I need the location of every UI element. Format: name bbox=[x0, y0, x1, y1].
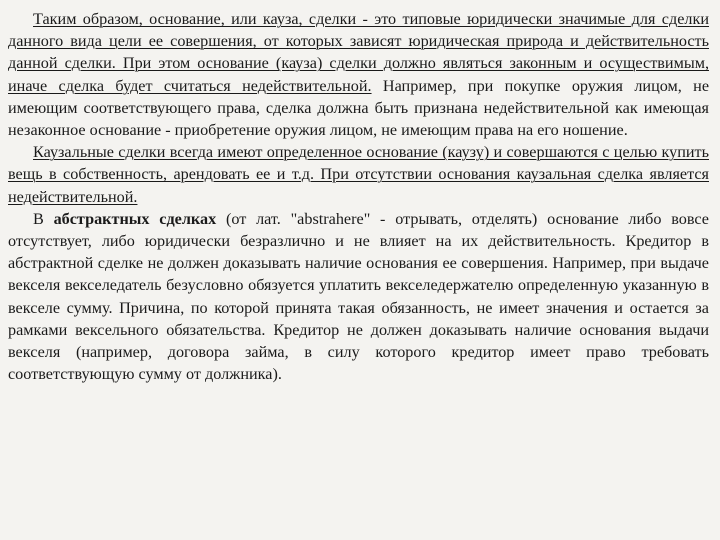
paragraph-abstract-deals bbox=[8, 208, 709, 386]
cause-definition-underlined: Таким образом, основание, или кауза, сделки - это типовые юридически значимые для сделки данного вида цели ее совершения, от которых зависят юридическая природа и действительность данной сделки. При этом основание (кауза) сделки должно являться законным и осуществимым, иначе сделка будет считаться недействительной. bbox=[8, 10, 709, 95]
paragraph-cause-definition bbox=[8, 8, 709, 141]
abstract-deals-lead: В bbox=[33, 209, 54, 228]
document-text bbox=[8, 8, 709, 385]
abstract-deals-term: абстрактных сделках bbox=[53, 209, 217, 228]
causal-deals-underlined: Каузальные сделки всегда имеют определенное основание (каузу) и совершаются с целью купить вещь в собственность, арендовать ее и т.д. При отсутствии основания каузальная сделка является недействительной. bbox=[8, 143, 709, 206]
paragraph-causal-deals bbox=[8, 141, 709, 208]
cause-definition-example: Например, при покупке оружия лицом, не имеющим соответствующего права, сделка должна быть признана недействительной как имеющая незаконное основание - приобретение оружия лицом, не имеющим права на его ношение. bbox=[8, 76, 710, 140]
abstract-deals-body: (от лат. "abstrahere" - отрывать, отделять) основание либо вовсе отсутствует, либо юридически безразлично и не влияет на их действительность. Кредитор в абстрактной сделке не должен доказывать наличие основания ее совершения. Например, при выдаче векселя векселедатель безусловно обязуется уплатить векселедержателю определенную указанную в векселе сумму. Причина, по которой принята такая обязанность, не имеет значения и остается за рамками вексельного обязательства. Кредитор не должен доказывать наличие основания выдачи векселя (например, договора займа, в силу которого кредитор имеет право требовать соответствующую сумму от должника). bbox=[8, 209, 709, 384]
